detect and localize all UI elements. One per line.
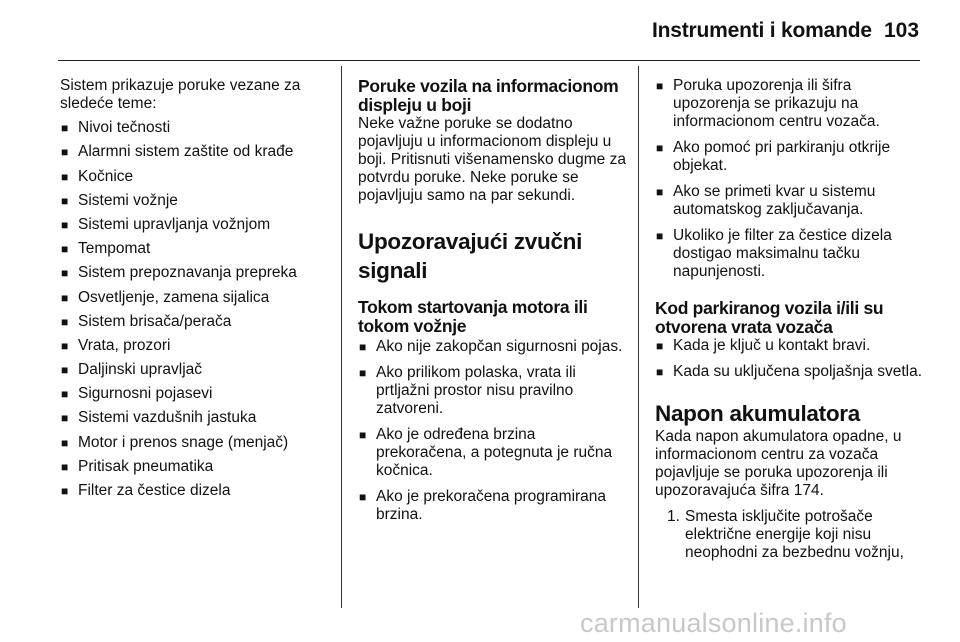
page-header [0,0,960,62]
list-item: ■ Sistem brisača/perača [60,313,332,331]
list-item: ■ Sistemi vazdušnih jastuka [60,409,332,427]
list-item: ■ Poruka upozorenja ili šifra upozorenja se prikazuju na informacionom centru vozača. [655,77,927,131]
subsection-heading: Tokom startovanja motora ili tokom vožnje [358,297,588,336]
paragraph: Kada napon akumulatora opadne, u informacionom centru za vozača pojavljuje se poruka upozorenja ili upozoravajuća šifra 174. [655,428,902,499]
page-title: Instrumenti i komande [652,19,872,42]
list-item: ■ Ako pomoć pri parkiranju otkrije objekat. [655,139,927,175]
list-item: ■ Alarmni sistem zaštite od krađe [60,143,332,161]
column-1 [60,77,332,500]
warning-conditions-list [358,338,630,524]
list-item: ■ Kada je ključ u kontakt bravi. [655,337,927,355]
list-item: ■ Sigurnosni pojasevi [60,385,332,403]
list-item: ■ Sistemi upravljanja vožnjom [60,216,332,234]
list-item: ■ Ako je određena brzina prekoračena, a potegnuta je ručna kočnica. [358,426,630,480]
steps-list [655,508,927,562]
column-2 [358,77,630,524]
list-item: ■ Daljinski upravljač [60,361,332,379]
step-number: 1. [667,508,680,525]
parked-conditions-list [655,337,927,381]
column-divider-2 [638,66,639,608]
subsection-heading: Kod parkiranog vozila i/ili su otvorena vrata vozača [655,298,884,337]
list-item: ■ Ako je prekoračena programirana brzina. [358,488,630,524]
list-item: ■ Ako nije zakopčan sigurnosni pojas. [358,338,630,356]
list-item: ■ Tempomat [60,240,332,258]
list-item: ■ Ako se primeti kvar u sistemu automatskog zaključavanja. [655,183,927,219]
section-heading: Poruke vozila na informacionom displeju u boji [358,76,619,115]
topics-list [60,119,332,500]
watermark: carmanualsonline.info [580,608,847,638]
list-item: ■ Ukoliko je filter za čestice dizela dostigao maksimalnu tačku napunjenosti. [655,227,927,281]
list-item: ■ Sistemi vožnje [60,192,332,210]
list-item: ■ Nivoi tečnosti [60,119,332,137]
column-divider-1 [341,66,342,608]
list-item: ■ Osvetljenje, zamena sijalica [60,289,332,307]
list-item: ■ Ako prilikom polaska, vrata ili prtljažni prostor nisu pravilno zatvoreni. [358,364,630,418]
section-heading: Upozoravajući zvučni signali [358,229,583,283]
list-item: ■ Sistem prepoznavanja prepreka [60,264,332,282]
list-item: ■ Motor i prenos snage (menjač) [60,434,332,452]
step-text: Smesta isključite potrošače električne energije koji nisu neophodni za bezbednu vožnju, [685,508,904,561]
column-3 [655,77,927,562]
list-item: ■ Pritisak pneumatika [60,458,332,476]
list-item: ■ Kada su uključena spoljašnja svetla. [655,363,927,381]
header-rule [58,60,920,61]
list-item: ■ Kočnice [60,168,332,186]
page-number: 103 [884,19,920,42]
warning-conditions-list [655,77,927,281]
list-item: ■ Vrata, prozori [60,337,332,355]
list-item [655,508,927,562]
paragraph: Neke važne poruke se dodatno pojavljuju u informacionom displeju u boji. Pritisnuti višenamensko dugme za potvrdu poruke. Neke poruke se pojavljuju samo na par sekundi. [358,115,626,204]
section-heading: Napon akumulatora [655,401,860,426]
topics-intro: Sistem prikazuje poruke vezane za sledeće teme: [60,77,301,112]
list-item: ■ Filter za čestice dizela [60,482,332,500]
